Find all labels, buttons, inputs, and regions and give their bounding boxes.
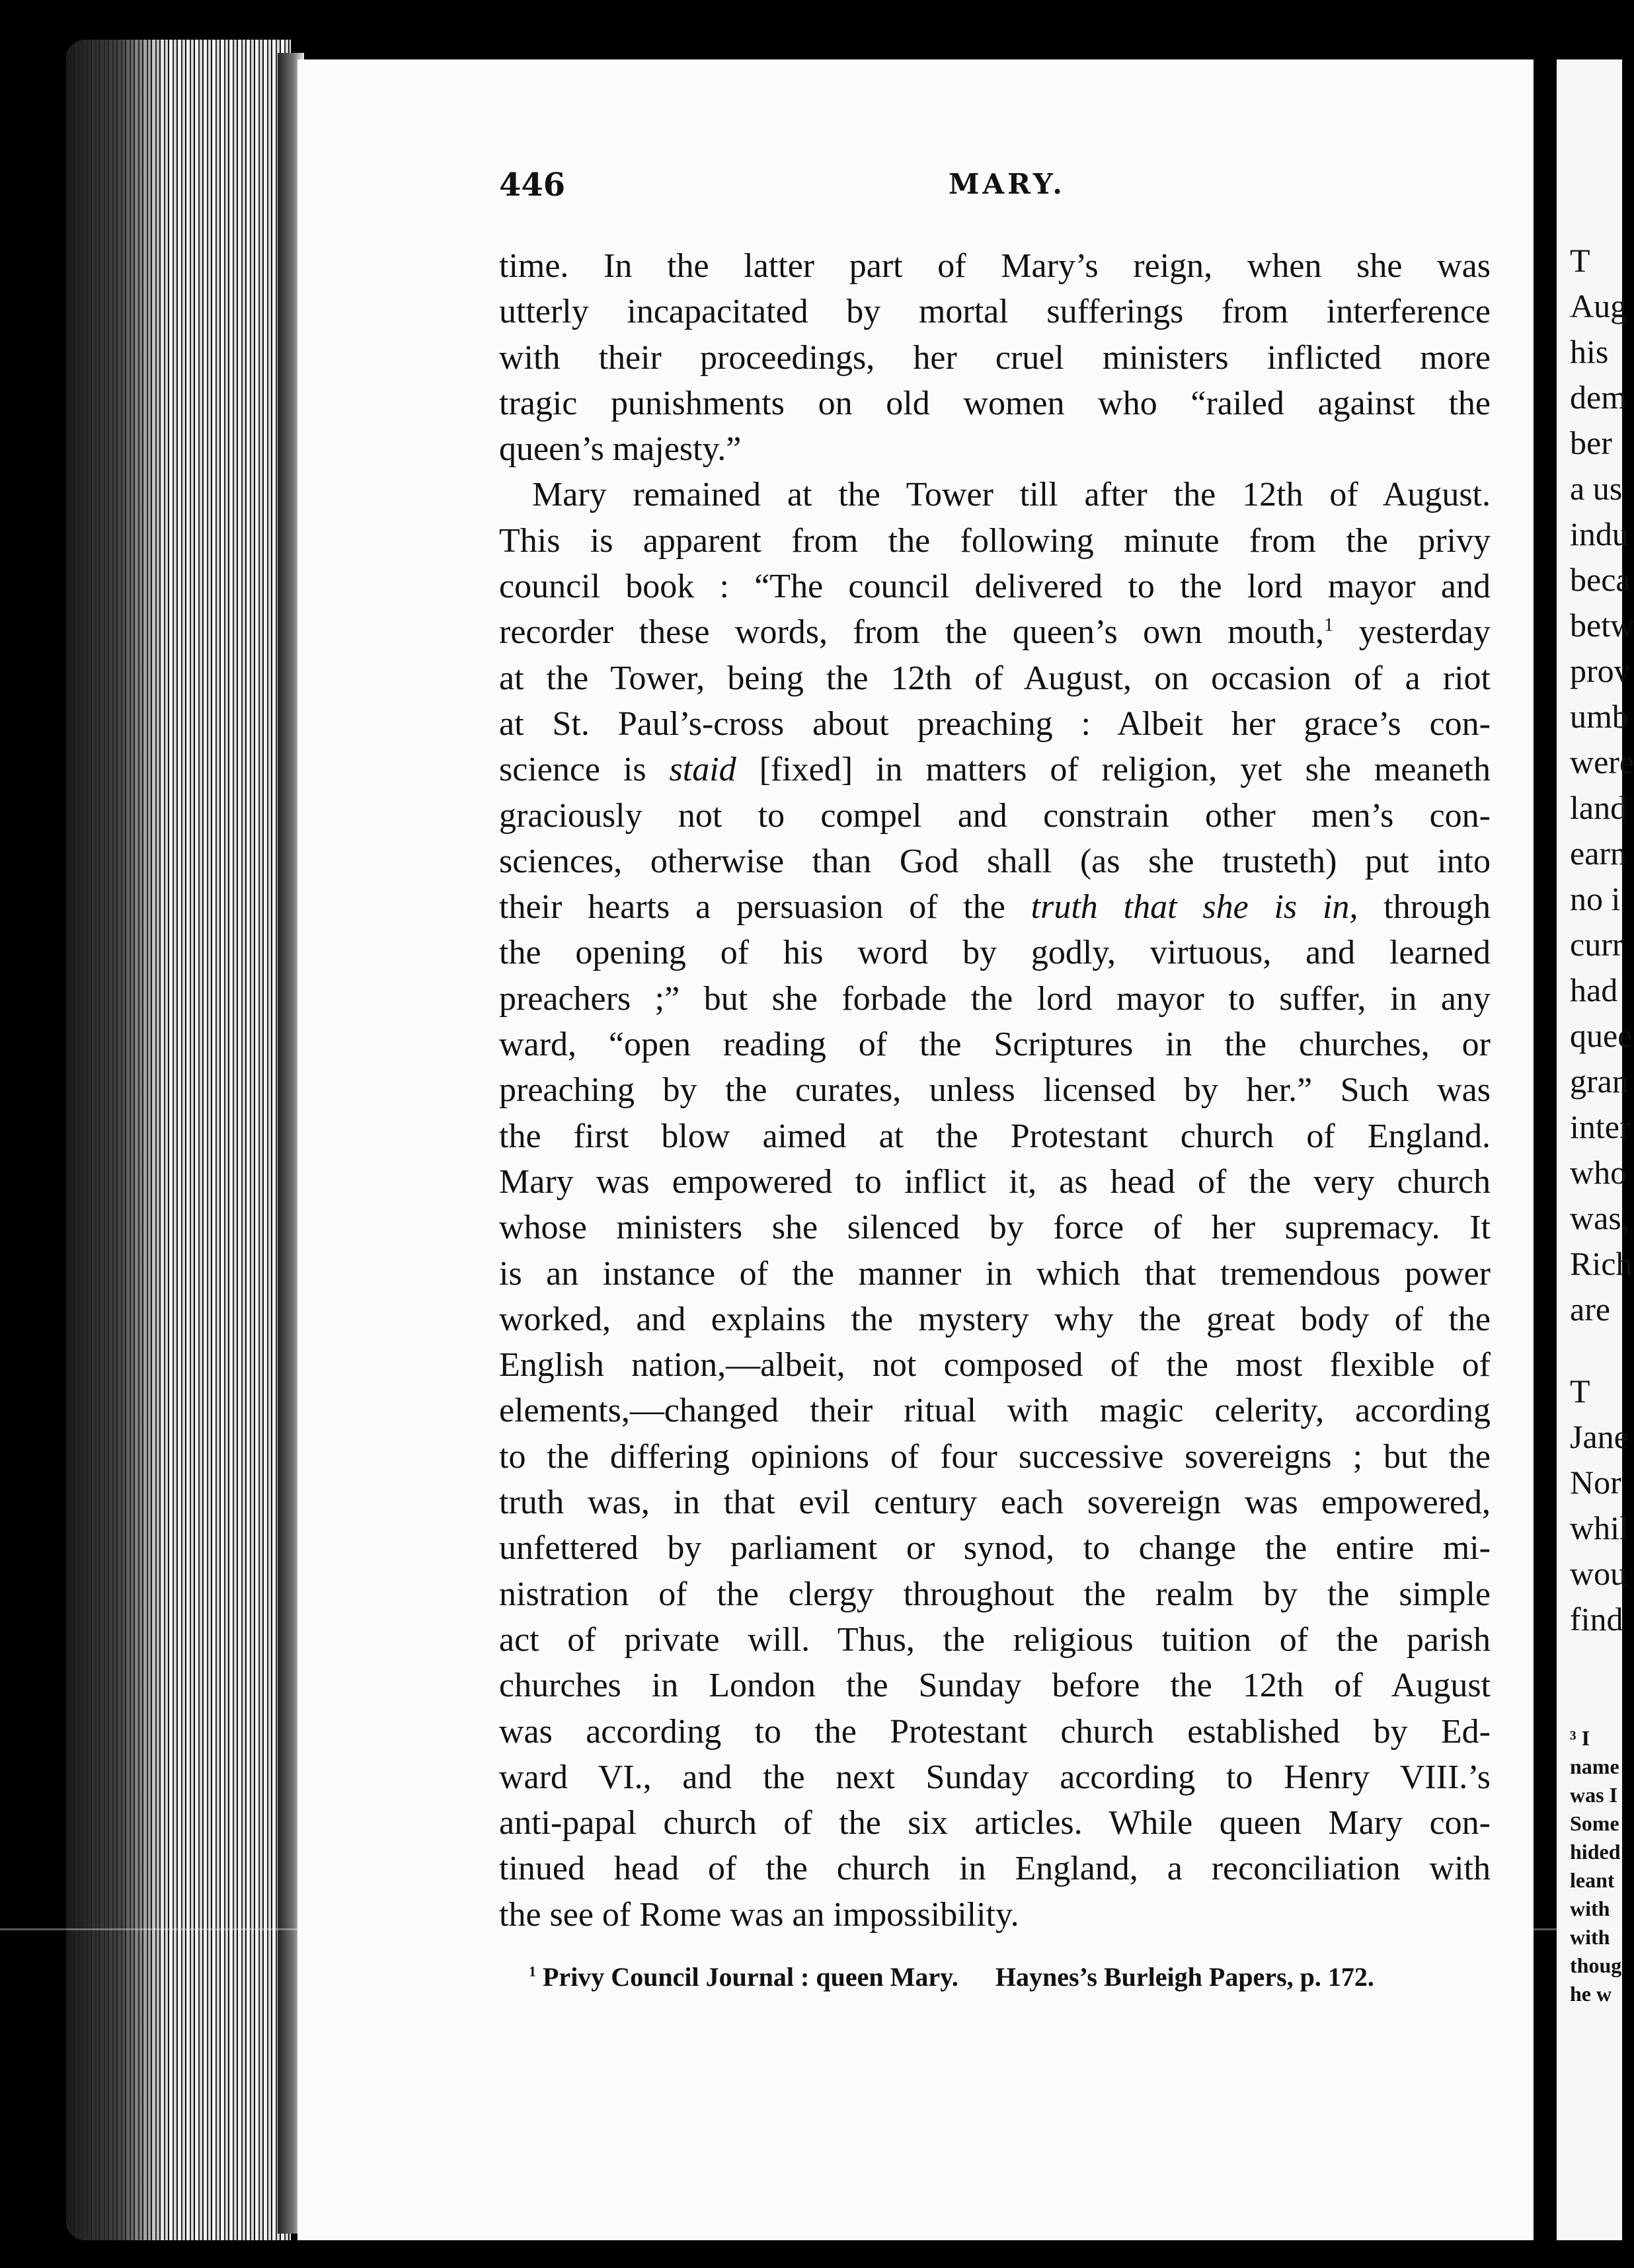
text-line: at the Tower, being the 12th of August, on occasion of a riot bbox=[499, 659, 1491, 697]
facing-line: no i bbox=[1570, 880, 1621, 917]
book-cover-shadow bbox=[66, 40, 165, 2240]
text-line: tinued head of the church in England, a reconciliation with bbox=[499, 1850, 1491, 1888]
facing-line: find bbox=[1570, 1601, 1623, 1638]
facing-line: betw bbox=[1570, 607, 1634, 644]
facing-line: indu bbox=[1570, 515, 1629, 552]
text-run: recorder these words, from the queen’s own mouth, bbox=[499, 613, 1325, 652]
text-line: ward VI., and the next Sunday according to Henry VIII.’s bbox=[499, 1758, 1491, 1796]
footnote-reference-text: Haynes’s Burleigh Papers, p. 172. bbox=[995, 1962, 1374, 1992]
text-line: elements,—changed their ritual with magic celerity, according bbox=[499, 1392, 1491, 1430]
text-line: queen’s majesty.” bbox=[499, 430, 742, 469]
facing-page bbox=[1557, 59, 1634, 2240]
facing-footnote-line: leant bbox=[1570, 1868, 1615, 1892]
text-line: act of private will. Thus, the religious tuition of the parish bbox=[499, 1620, 1491, 1659]
facing-line: Nor bbox=[1570, 1464, 1621, 1501]
text-run: yesterday bbox=[1333, 613, 1491, 652]
text-run: [fixed] in matters of religion, yet she meaneth bbox=[736, 751, 1491, 789]
text-line bbox=[499, 884, 1491, 930]
body-text bbox=[499, 243, 1491, 1938]
facing-line: his bbox=[1570, 333, 1609, 370]
facing-line: curr bbox=[1570, 926, 1623, 963]
facing-footnote-line: he w bbox=[1570, 1982, 1612, 2006]
facing-line: beca bbox=[1570, 561, 1631, 598]
text-line: utterly incapacitated by mortal sufferings from interference bbox=[499, 293, 1491, 331]
italic-phrase: truth that she is in, bbox=[1031, 888, 1358, 926]
footnote-mark: 1 bbox=[529, 1963, 536, 1980]
text-run: their hearts a persuasion of the bbox=[499, 888, 1031, 926]
facing-line: earn bbox=[1570, 835, 1627, 872]
facing-footnote-line: thoug bbox=[1570, 1953, 1622, 1977]
running-head: MARY. bbox=[949, 168, 1066, 200]
facing-line: was, bbox=[1570, 1199, 1630, 1236]
facing-line: dem bbox=[1570, 379, 1627, 416]
facing-footnote-line: with bbox=[1570, 1897, 1610, 1920]
text-line: at St. Paul’s-cross about preaching : Albeit her grace’s con- bbox=[499, 704, 1491, 743]
text-line: Mary was empowered to inflict it, as head of the very church bbox=[499, 1162, 1491, 1201]
paragraph-start-line: Mary remained at the Tower till after the 12th of August. bbox=[532, 476, 1491, 514]
facing-footnote-line: hided bbox=[1570, 1840, 1621, 1864]
facing-footnote-line: ³ I bbox=[1570, 1726, 1590, 1750]
text-line: council book : “The council delivered to the lord mayor and bbox=[499, 568, 1491, 606]
text-line: nistration of the clergy throughout the realm by the simple bbox=[499, 1575, 1491, 1613]
facing-footnote-line: with bbox=[1570, 1925, 1610, 1949]
gutter bbox=[1534, 40, 1557, 2268]
text-line: ward, “open reading of the Scriptures in the churches, or bbox=[499, 1026, 1491, 1064]
facing-line: ber bbox=[1570, 424, 1612, 461]
facing-line: Aug bbox=[1570, 287, 1627, 324]
facing-footnote-line: Some bbox=[1570, 1811, 1619, 1835]
text-line: worked, and explains the mystery why the great body of the bbox=[499, 1300, 1491, 1338]
facing-line: Jane bbox=[1570, 1418, 1629, 1455]
page-number: 446 bbox=[499, 167, 566, 204]
text-line: to the differing opinions of four successive sovereigns ; but the bbox=[499, 1437, 1491, 1476]
footnote bbox=[529, 1961, 1487, 1992]
facing-line: gran bbox=[1570, 1063, 1629, 1100]
text-line: graciously not to compel and constrain other men’s con- bbox=[499, 796, 1491, 835]
text-line: the opening of his word by godly, virtuous, and learned bbox=[499, 934, 1491, 972]
text-line: with their proceedings, her cruel ministers inflicted more bbox=[499, 338, 1491, 377]
scan-artifact-line bbox=[0, 1928, 1622, 1930]
facing-line: umb bbox=[1570, 698, 1629, 735]
facing-line: were bbox=[1570, 743, 1634, 780]
facing-line: quee bbox=[1570, 1017, 1633, 1054]
text-line: unfettered by parliament or synod, to change the entire mi- bbox=[499, 1529, 1491, 1568]
text-line: churches in London the Sunday before the 12th of August bbox=[499, 1667, 1491, 1705]
facing-line: had bbox=[1570, 971, 1618, 1008]
facing-line: whil bbox=[1570, 1509, 1629, 1546]
facing-line: Rich bbox=[1570, 1245, 1633, 1282]
facing-footnote-line: was I bbox=[1570, 1783, 1618, 1807]
text-line: is an instance of the manner in which that tremendous power bbox=[499, 1254, 1491, 1293]
facing-line: T bbox=[1570, 1373, 1590, 1410]
text-line: time. In the latter part of Mary’s reign, when she was bbox=[499, 247, 1491, 285]
facing-line: are bbox=[1570, 1291, 1611, 1328]
text-line: English nation,—albeit, not composed of the most flexible of bbox=[499, 1346, 1491, 1384]
text-line: tragic punishments on old women who “railed against the bbox=[499, 384, 1491, 422]
text-line: the first blow aimed at the Protestant church of England. bbox=[499, 1117, 1491, 1155]
footnote-source: Privy Council Journal : queen Mary. bbox=[543, 1962, 958, 1992]
text-line: whose ministers she silenced by force of her supremacy. It bbox=[499, 1209, 1491, 1247]
text-run: through bbox=[1358, 888, 1491, 926]
facing-line: T bbox=[1570, 242, 1590, 279]
facing-line: land bbox=[1570, 789, 1627, 826]
text-line: sciences, otherwise than God shall (as she trusteth) put into bbox=[499, 842, 1491, 880]
text-line: the see of Rome was an impossibility. bbox=[499, 1895, 1019, 1934]
text-line: This is apparent from the following minute from the privy bbox=[499, 521, 1491, 560]
text-line: preachers ;” but she forbade the lord mayor to suffer, in any bbox=[499, 979, 1491, 1018]
italic-term: staid bbox=[669, 751, 736, 789]
text-line: anti-papal church of the six articles. While queen Mary con- bbox=[499, 1804, 1491, 1842]
text-run: science is bbox=[499, 751, 670, 789]
facing-line: a us bbox=[1570, 470, 1623, 507]
text-line bbox=[499, 609, 1491, 655]
page-header bbox=[499, 167, 1491, 213]
text-line: preaching by the curates, unless licensed by her.” Such was bbox=[499, 1071, 1491, 1110]
facing-line: wou bbox=[1570, 1555, 1627, 1592]
text-line bbox=[499, 747, 1491, 792]
text-line: was according to the Protestant church established by Ed- bbox=[499, 1712, 1491, 1751]
facing-line: inter bbox=[1570, 1108, 1631, 1145]
facing-line: prov bbox=[1570, 652, 1631, 689]
facing-line: who bbox=[1570, 1154, 1627, 1191]
text-line: truth was, in that evil century each sovereign was empowered, bbox=[499, 1484, 1491, 1522]
facing-footnote-line: name bbox=[1570, 1755, 1619, 1778]
footnote-reference: 1 bbox=[1324, 615, 1334, 636]
